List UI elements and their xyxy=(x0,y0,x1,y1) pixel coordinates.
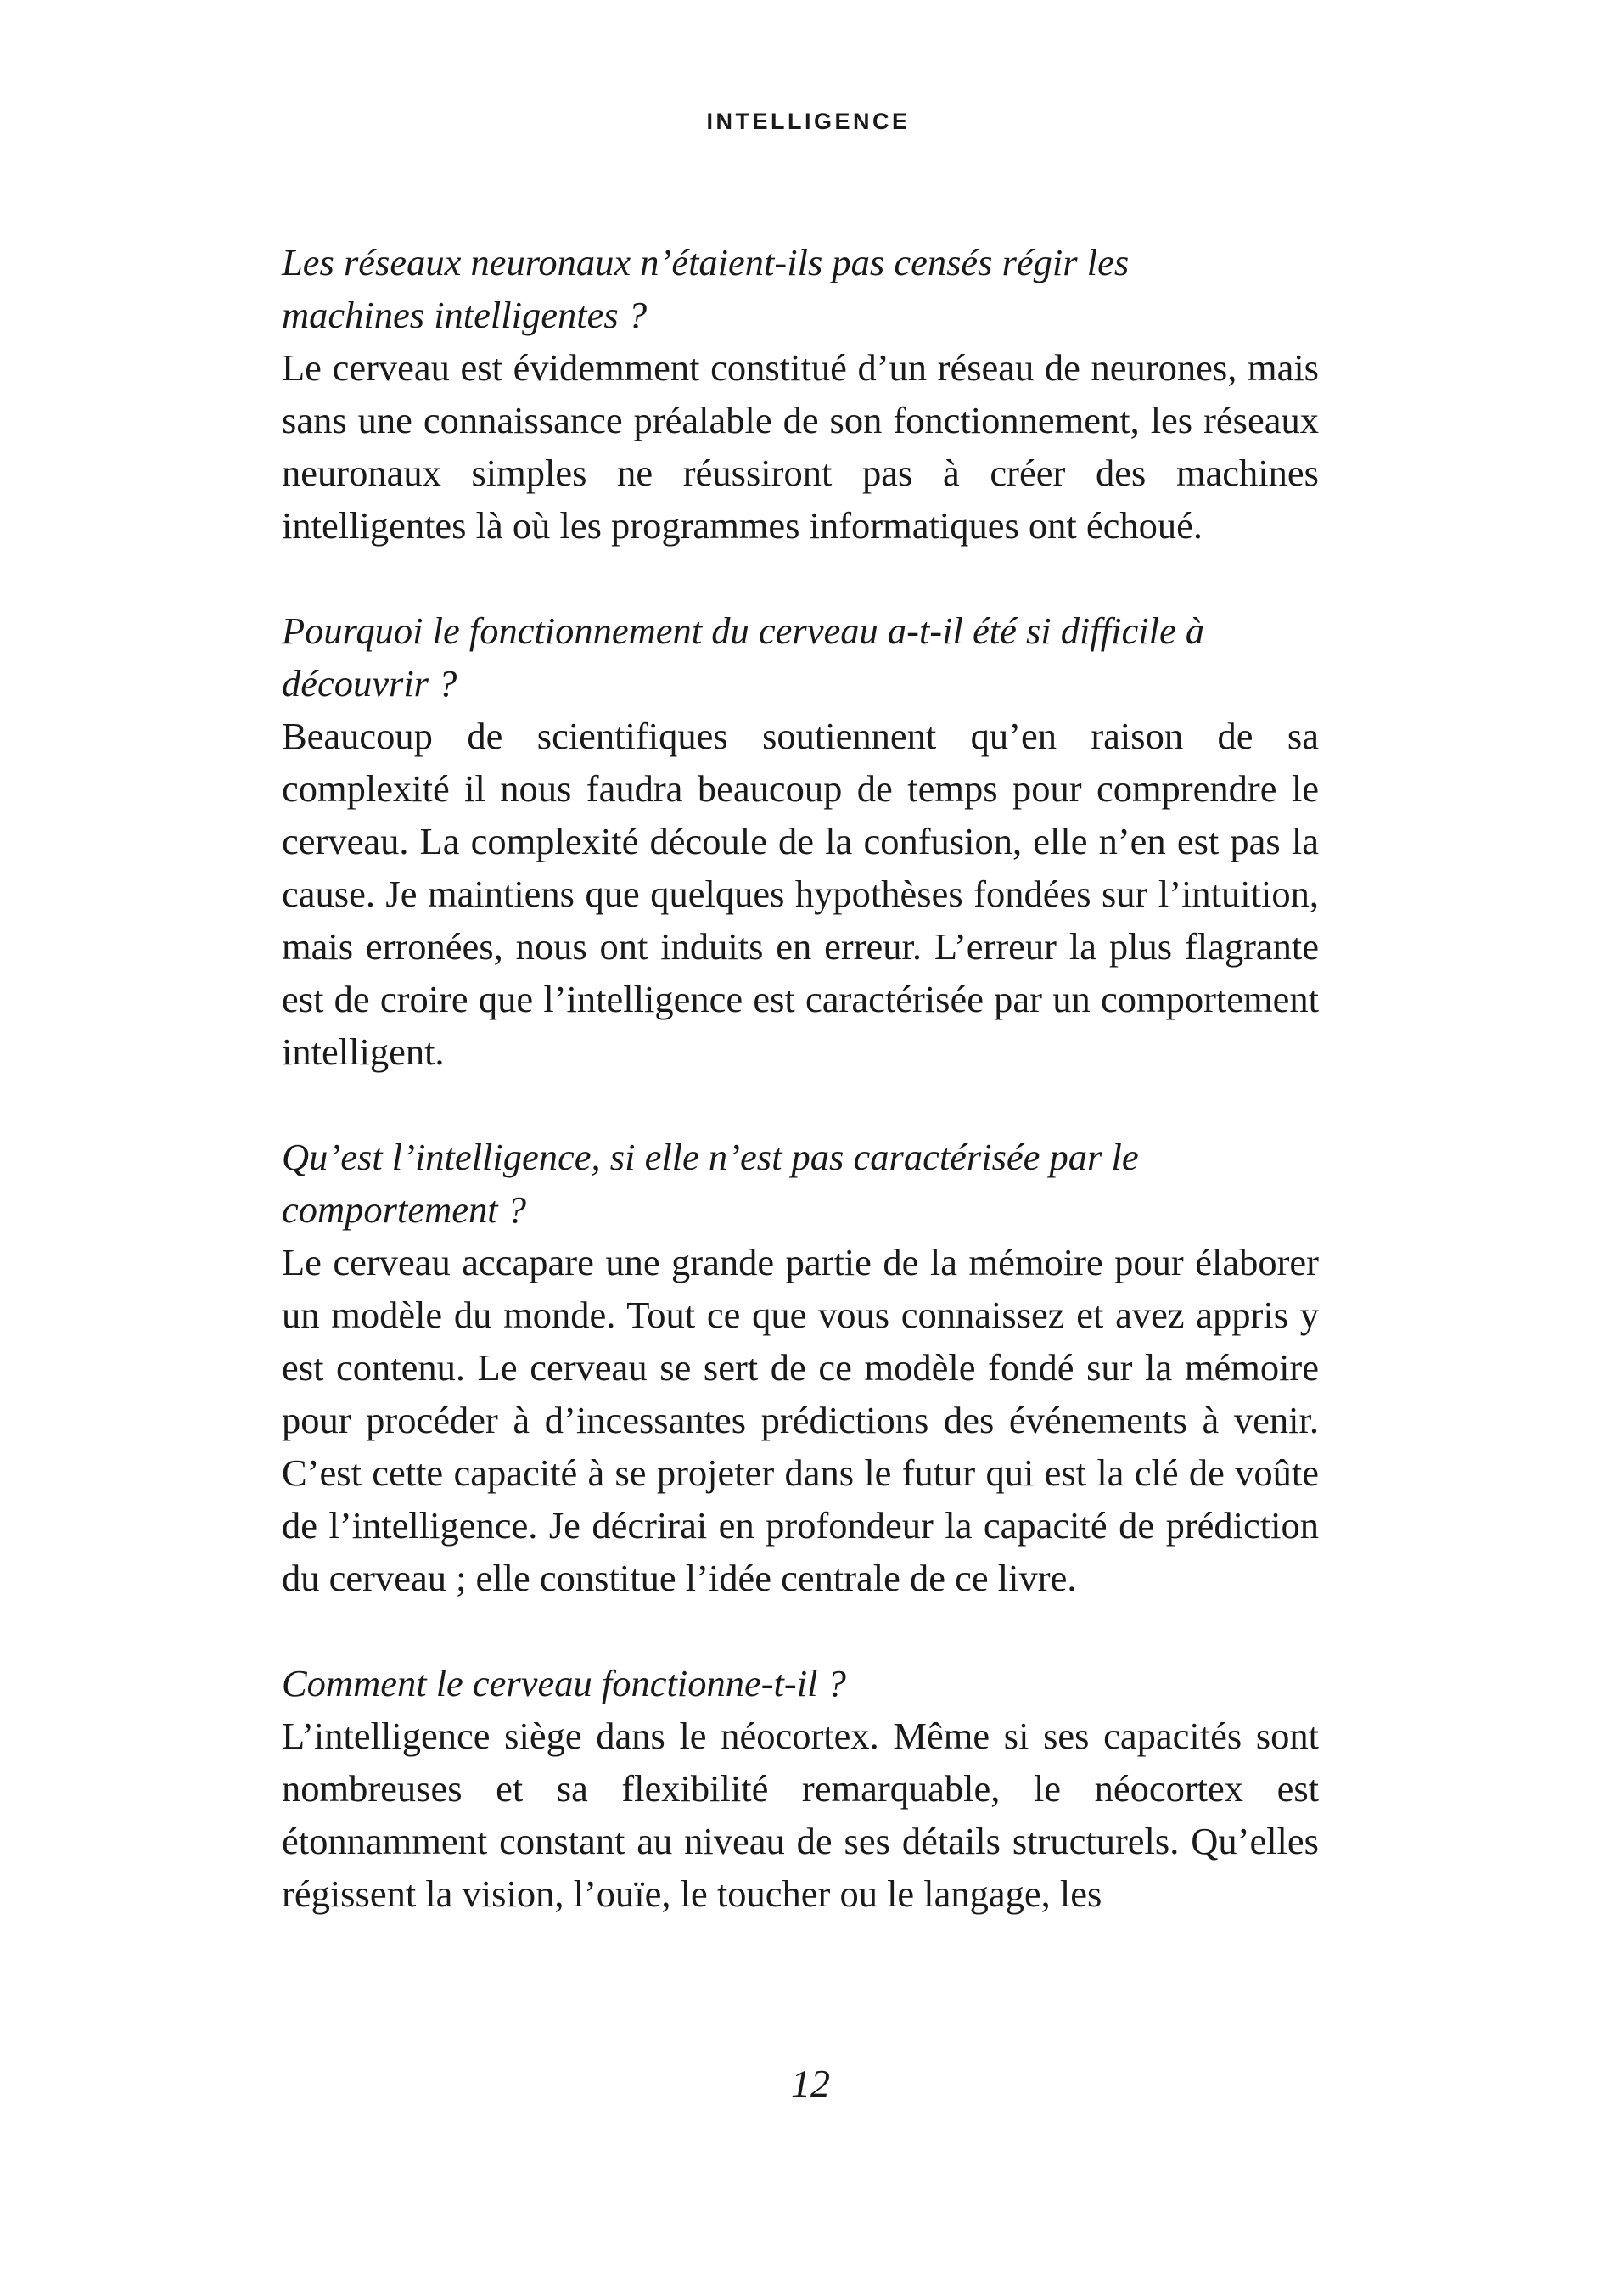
section-answer: Le cerveau accapare une grande partie de la mémoire pour élaborer un modèle du monde. Tout ce que vous connaissez et avez appris y est contenu. Le cerveau se sert de ce modèle fondé sur la mémoire pour procéder à d’incessantes prédictions des événements à venir. C’est cette capacité à se projeter dans le futur qui est la clé de voûte de l’intelligence. Je décrirai en profondeur la capacité de prédiction du cerveau ; elle constitue l’idée centrale de ce livre. xyxy=(282,1241,1319,1599)
section-question: Qu’est l’intelligence, si elle n’est pas caractérisée par le comportement ? xyxy=(282,1136,1139,1231)
body-text xyxy=(282,236,1319,1973)
section-question: Les réseaux neuronaux n’étaient-ils pas censés régir les machines intelligentes ? xyxy=(282,241,1130,336)
qa-section xyxy=(282,236,1319,552)
page-number: 12 xyxy=(791,2062,830,2105)
section-answer: Beaucoup de scientifiques soutiennent qu’en raison de sa complexité il nous faudra beaucoup de temps pour comprendre le cerveau. La complexité découle de la confusion, elle n’en est pas la cause. Je maintiens que quelques hypothèses fondées sur l’intuition, mais erronées, nous ont induits en erreur. L’erreur la plus flagrante est de croire que l’intelligence est caractérisée par un comportement intelligent. xyxy=(282,715,1319,1073)
qa-section xyxy=(282,1131,1319,1604)
section-answer: Le cerveau est évidemment constitué d’un réseau de neurones, mais sans une connaissance préalable de son fonctionnement, les réseaux neuronaux simples ne réussiront pas à créer des machines intelligentes là où les programmes informatiques ont échoué. xyxy=(282,346,1319,547)
section-question: Pourquoi le fonctionnement du cerveau a-t-il été si difficile à découvrir ? xyxy=(282,609,1205,705)
running-head: INTELLIGENCE xyxy=(706,109,911,134)
section-answer: L’intelligence siège dans le néocortex. Même si ses capacités sont nombreuses et sa flexibilité remarquable, le néocortex est étonnamment constant au niveau de ses détails structurels. Qu’elles régissent la vision, l’ouïe, le toucher ou le langage, les xyxy=(282,1715,1319,1915)
qa-section xyxy=(282,1657,1319,1920)
section-question: Comment le cerveau fonctionne-t-il ? xyxy=(282,1662,846,1704)
qa-section xyxy=(282,604,1319,1078)
